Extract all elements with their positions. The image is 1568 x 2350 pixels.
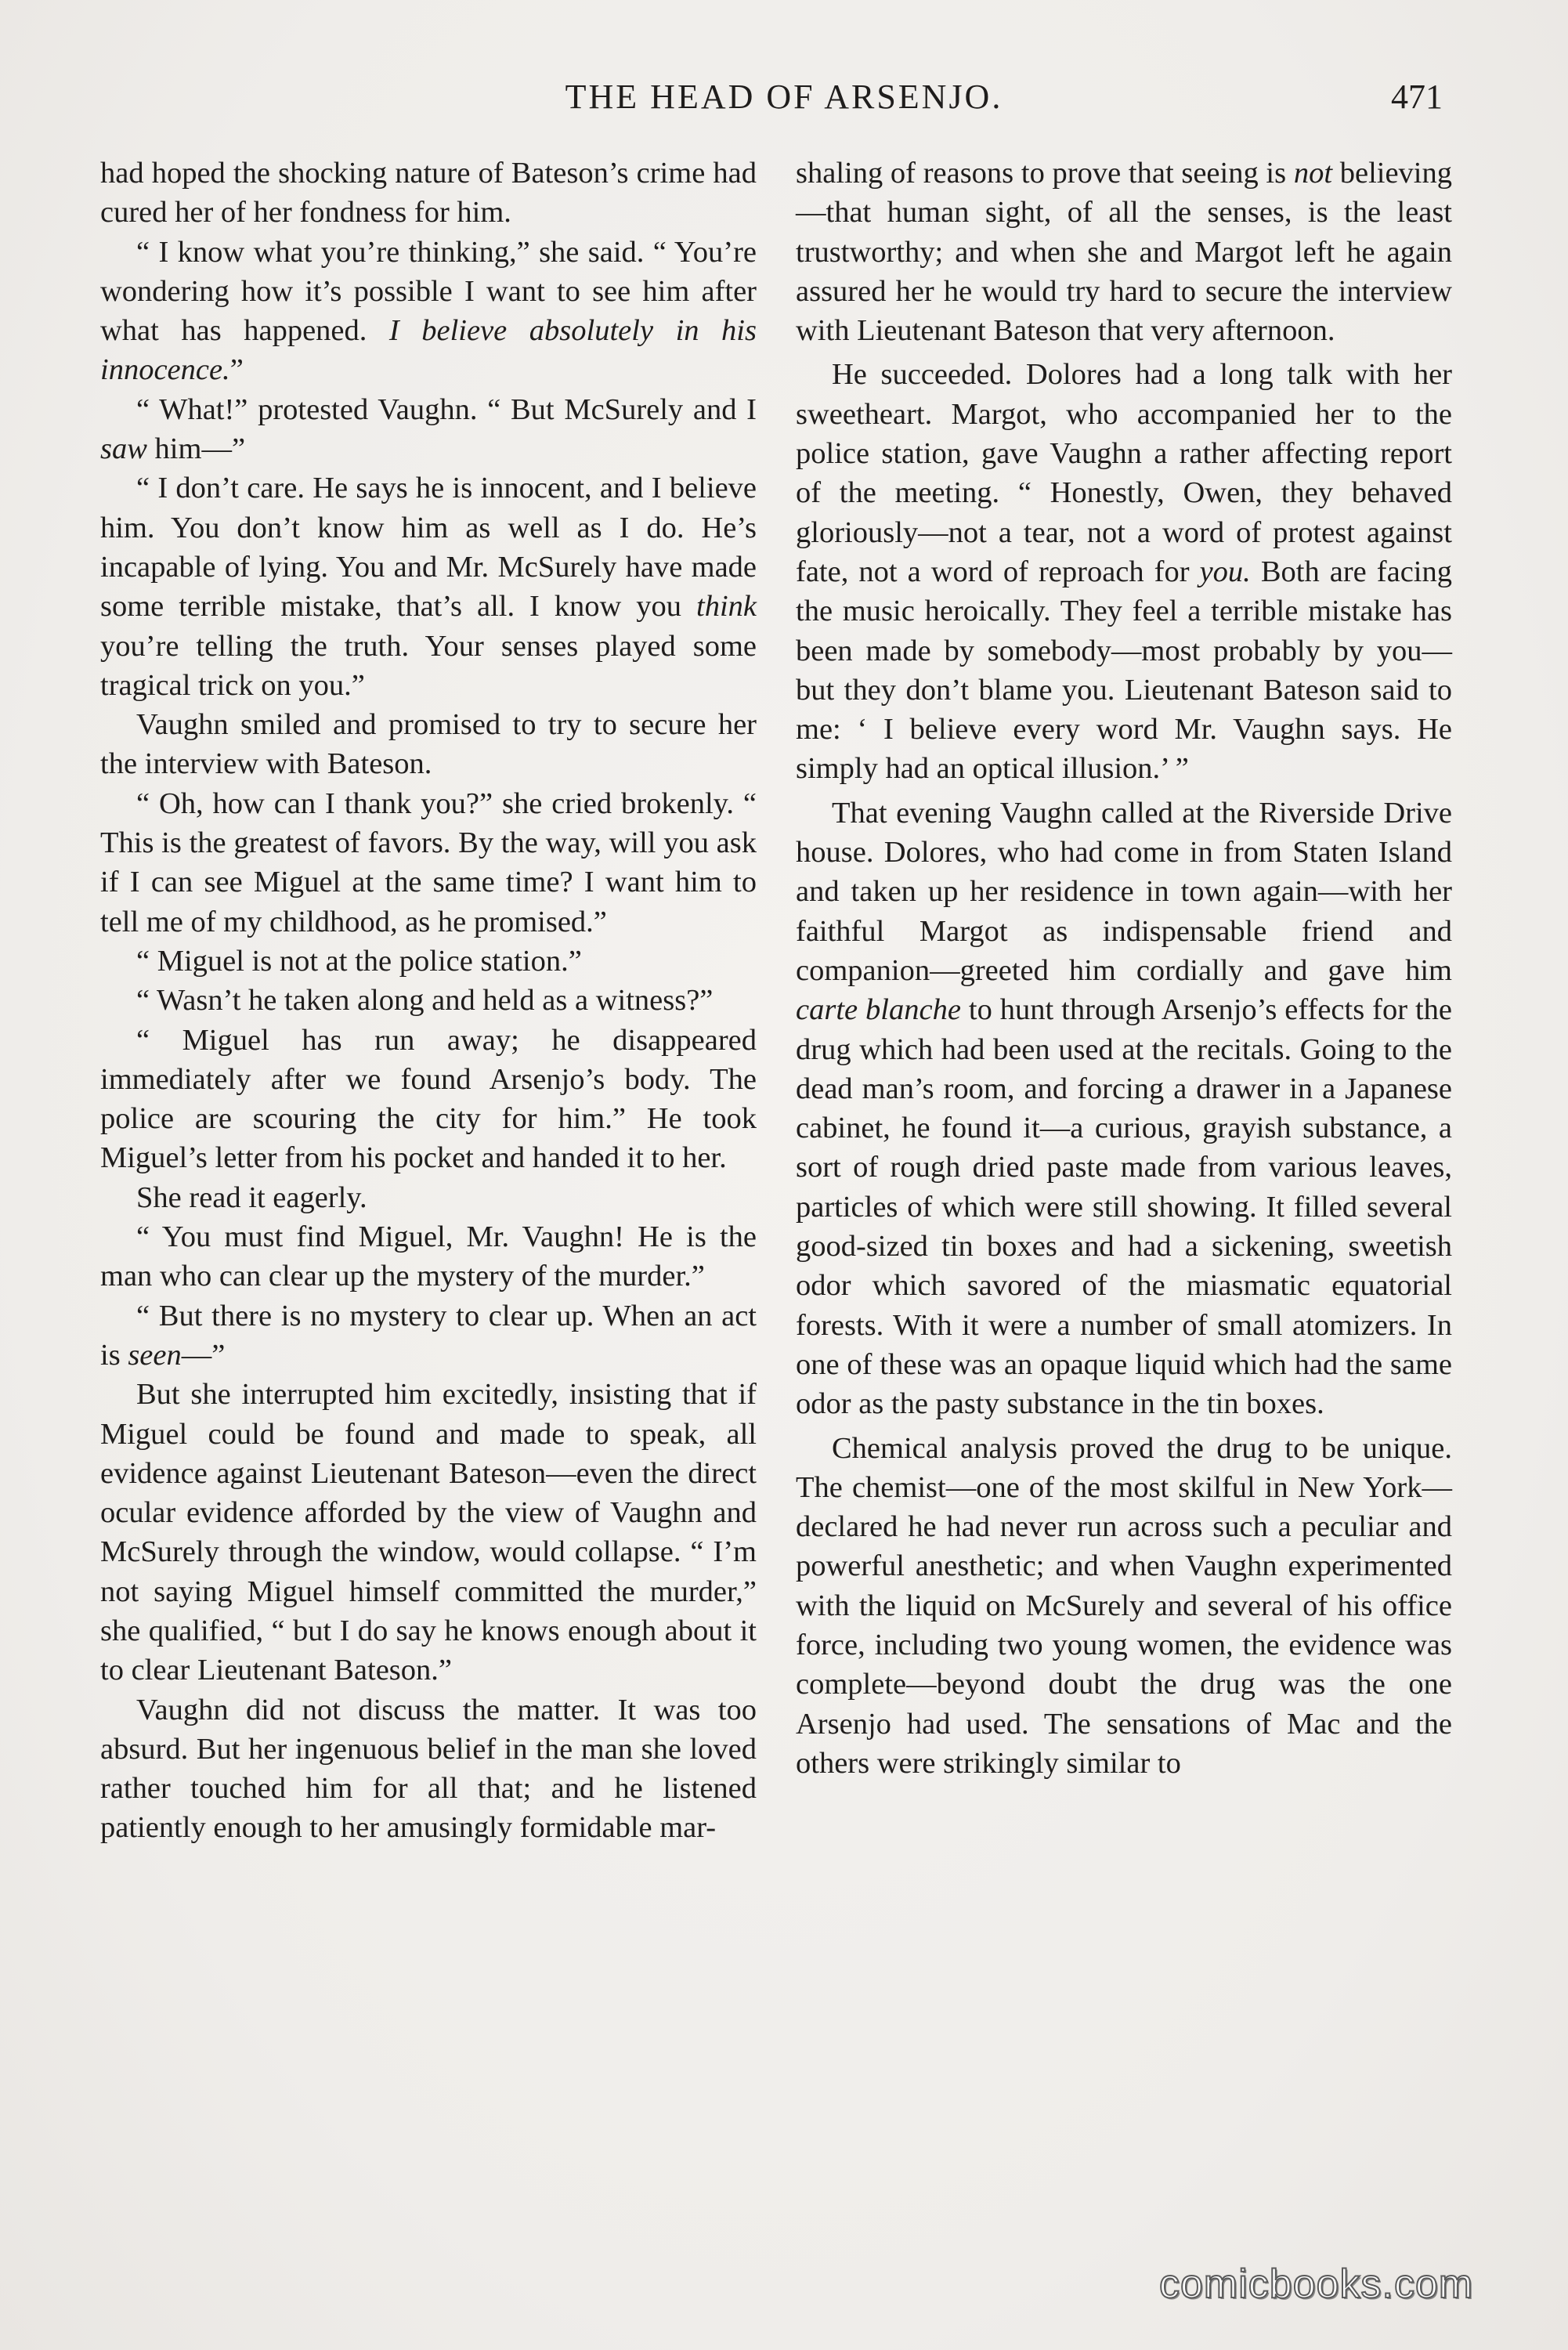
right-column (796, 154, 1452, 1783)
paragraph: Vaughn did not discuss the matter. It was too absurd. But her ingenuous belief in the man she loved rather touched him for all that; and he listened patiently enough to her amusingly formidable mar- (100, 1693, 757, 1845)
paragraph: That evening Vaughn called at the Riverside Drive house. Dolores, who had come in from Staten Island and taken up her residence in town again—with her faithful Margot as indispensable friend and companion—greeted him cordially and gave him carte blanche to hunt through Arsenjo’s effects for the drug which had been used at the recitals. Going to the dead man’s room, and forcing a drawer in a Japanese cabinet, he found it—a curious, grayish substance, a sort of rough dried paste made from various leaves, particles of which were still showing. It filled several good-sized tin boxes and had a sickening, sweetish odor which savored of the miasmatic equatorial forests. With it were a number of small atomizers. In one of these was an opaque liquid which had the same odor as the pasty substance in the tin boxes. (796, 796, 1452, 1421)
paragraph: “ What!” protested Vaughn. “ But McSurely and I saw him—” (100, 392, 757, 466)
paragraph: had hoped the shocking nature of Bateson’s crime had cured her of her fondness for him. (100, 157, 757, 230)
watermark-logo: comicbooks.com (1159, 2261, 1474, 2307)
paragraph: “ Wasn’t he taken along and held as a witness?” (136, 984, 714, 1018)
paragraph: “ But there is no mystery to clear up. When an act is seen—” (100, 1299, 757, 1372)
paragraph: She read it eagerly. (136, 1180, 367, 1214)
paragraph: But she interrupted him excitedly, insisting that if Miguel could be found and made to speak, all evidence against Lieutenant Bateson—even the direct ocular evidence afforded by the view of Vaughn and McSurely through the window, would collapse. “ I’m not saying Miguel himself committed the murder,” she qualified, “ but I do say he knows enough about it to clear Lieutenant Bateson.” (100, 1378, 757, 1687)
paragraph: Chemical analysis proved the drug to be unique. The chemist—one of the most skilful in New York—declared he had never run across such a peculiar and powerful anesthetic; and when Vaughn experimented with the liquid on McSurely and several of his office force, including two young women, the evidence was complete—beyond doubt the drug was the one Arsenjo had used. The sensations of Mac and the others were strikingly similar to (796, 1431, 1452, 1780)
paragraph: He succeeded. Dolores had a long talk with her sweetheart. Margot, who accompanied her to the police station, gave Vaughn a rather affecting report of the meeting. “ Honestly, Owen, they behaved gloriously—not a tear, not a word of protest against fate, not a word of reproach for you. Both are facing the music heroically. They feel a terrible mistake has been made by somebody—most probably by you—but they don’t blame you. Lieutenant Bateson said to me: ‘ I believe every word Mr. Vaughn says. He simply had an optical illusion.’ ” (796, 358, 1452, 786)
paragraph: “ Miguel is not at the police station.” (136, 944, 582, 978)
paragraph: Vaughn smiled and promised to try to secure her the interview with Bateson. (100, 708, 757, 781)
paragraph: “ Oh, how can I thank you?” she cried brokenly. “ This is the greatest of favors. By the way, will you ask if I can see Miguel at the same time? I want him to tell me of my childhood, as he promised.” (100, 786, 757, 938)
paragraph: shaling of reasons to prove that seeing is not believing—that human sight, of all the senses, is the least trustworthy; and when she and Margot left he again assured her he would try hard to secure the interview with Lieutenant Bateson that very afternoon. (796, 157, 1452, 348)
left-column (100, 154, 757, 1848)
running-title: THE HEAD OF ARSENJO. (565, 78, 1003, 116)
page-number: 471 (1391, 78, 1443, 116)
paragraph: “ I know what you’re thinking,” she said. “ You’re wondering how it’s possible I want to see him after what has happened. I believe absolutely in his innocence.” (100, 235, 757, 387)
paragraph: “ You must find Miguel, Mr. Vaughn! He is the man who can clear up the mystery of the murder.” (100, 1220, 757, 1293)
paragraph: “ Miguel has run away; he disappeared immediately after we found Arsenjo’s body. The police are scouring the city for him.” He took Miguel’s letter from his pocket and handed it to her. (100, 1023, 757, 1175)
paragraph: “ I don’t care. He says he is innocent, and I believe him. You don’t know him as well as I do. He’s incapable of lying. You and Mr. McSurely have made some terrible mistake, that’s all. I know you think you’re telling the truth. Your senses played some tragical trick on you.” (100, 472, 757, 702)
